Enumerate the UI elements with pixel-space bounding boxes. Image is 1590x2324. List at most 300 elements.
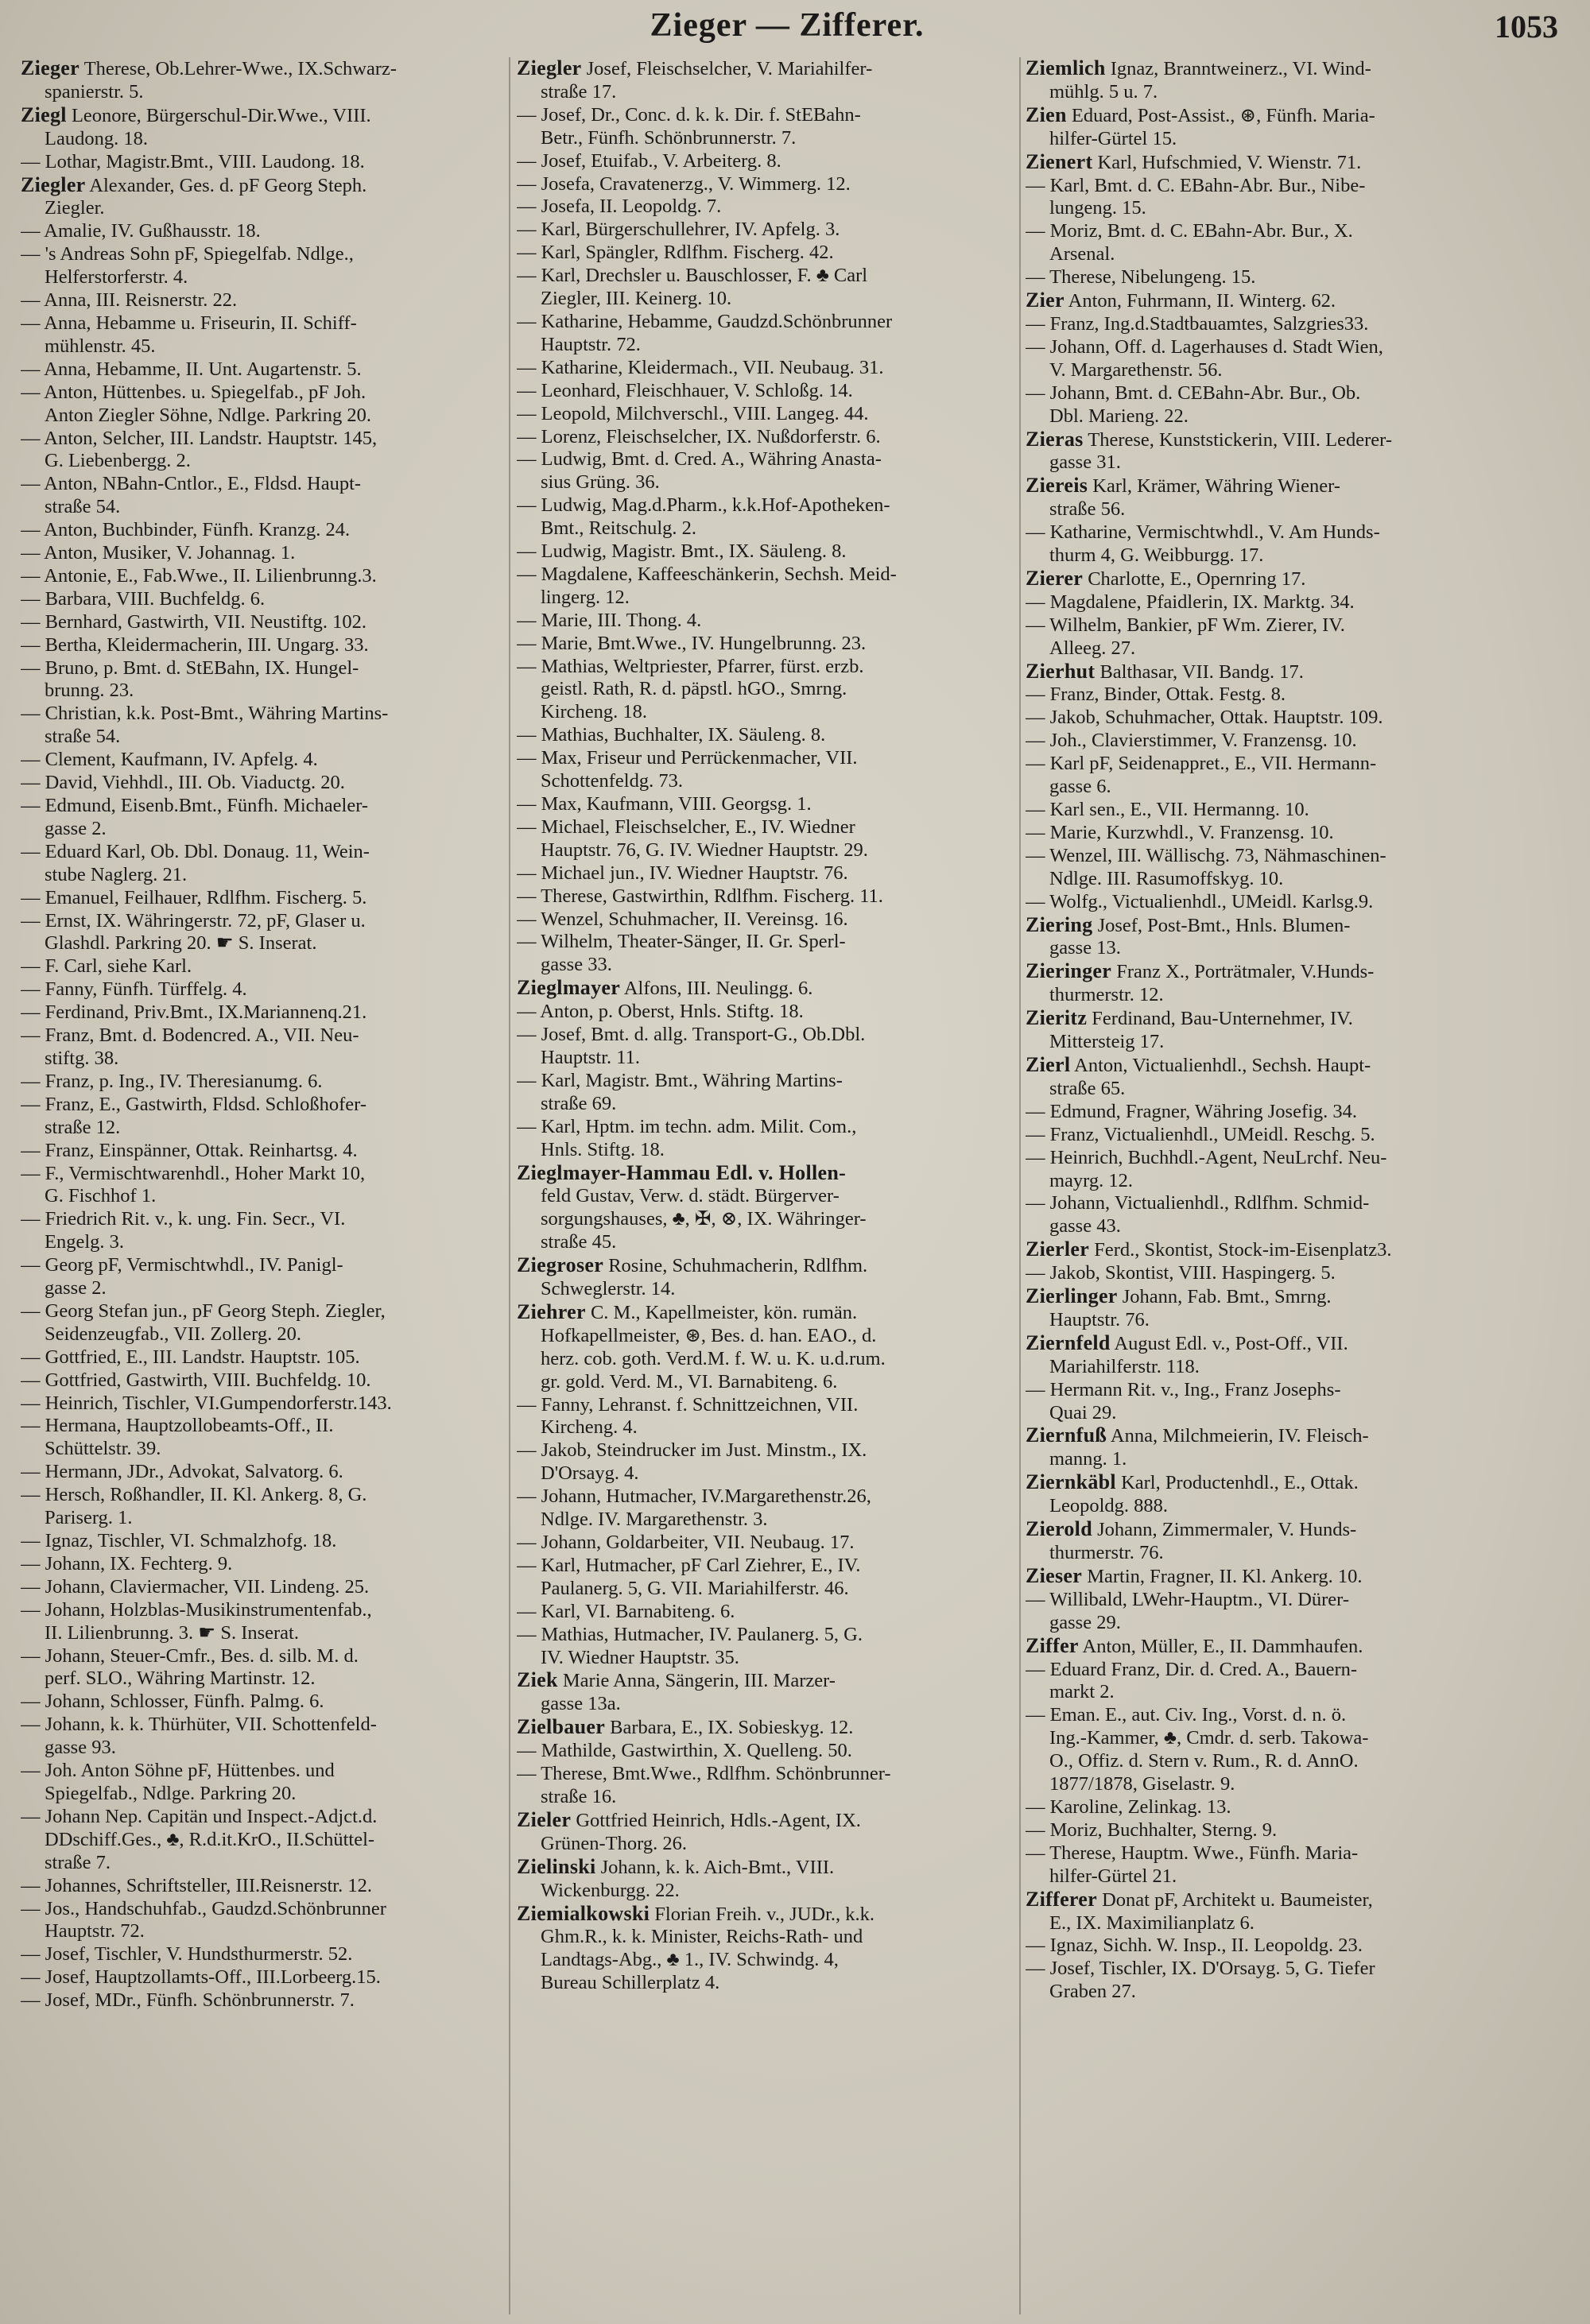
- entry-line: [21, 151, 507, 174]
- directory-entry: [21, 611, 507, 634]
- entry-surname: Zieritz: [1026, 1007, 1088, 1030]
- entry-surname: Zieglmayer-Hammau Edl. v. Hollen-: [517, 1161, 847, 1184]
- entry-line: [1026, 220, 1568, 243]
- column-2: [517, 57, 1014, 1995]
- entry-surname: Ziemialkowski: [517, 1902, 650, 1925]
- entry-surname: Zierl: [1026, 1053, 1071, 1076]
- directory-entry: [517, 1532, 1014, 1555]
- entry-text: Anton Ziegler Söhne, Ndlge. Parkring 20.: [45, 404, 371, 426]
- entry-line: [21, 1484, 507, 1507]
- column-divider: [1019, 57, 1021, 2314]
- directory-entry: [21, 588, 507, 611]
- entry-text: — Johannes, Schriftsteller, III.Reisnerstr. 12.: [21, 1874, 372, 1896]
- entry-line: [1026, 660, 1568, 684]
- entry-line: [21, 1576, 507, 1599]
- entry-line: [21, 243, 507, 266]
- entry-line: [21, 496, 507, 519]
- entry-text: Anton, Victualienhdl., Sechsh. Haupt-: [1074, 1054, 1371, 1076]
- entry-text: Ndlge. III. Rasumoffskyg. 10.: [1049, 867, 1284, 889]
- directory-entry: [1026, 1659, 1568, 1705]
- entry-text: Ferd., Skontist, Stock-im-Eisenplatz3.: [1094, 1239, 1392, 1261]
- directory-entry: [517, 219, 1014, 242]
- entry-text: — Hermann, JDr., Advokat, Salvatorg. 6.: [21, 1461, 343, 1483]
- entry-line: [21, 1530, 507, 1553]
- entry-text: — Antonie, E., Fab.Wwe., II. Lilienbrunng.3.: [21, 564, 377, 587]
- entry-line: [21, 657, 507, 680]
- directory-entry: [1026, 684, 1568, 707]
- directory-entry: [21, 978, 507, 1001]
- entry-text: gr. gold. Verd. M., VI. Barnabiteng. 6.: [541, 1370, 838, 1392]
- entry-line: [517, 1301, 1014, 1325]
- entry-line: [21, 588, 507, 611]
- entry-text: Ghm.R., k. k. Minister, Reichs-Rath- und: [541, 1926, 863, 1948]
- directory-entry: [517, 57, 1014, 104]
- entry-surname: Ziemlich: [1026, 57, 1106, 79]
- entry-text: — Johann, Steuer-Cmfr., Bes. d. silb. M. d.: [21, 1644, 359, 1667]
- entry-line: [517, 448, 1014, 471]
- directory-entry: [517, 1856, 1014, 1903]
- entry-text: Franz X., Porträtmaler, V.Hunds-: [1116, 961, 1375, 983]
- entry-text: Donat pF, Architekt u. Baumeister,: [1102, 1888, 1373, 1911]
- entry-line: [21, 1875, 507, 1898]
- entry-text: Laudong. 18.: [45, 127, 148, 149]
- entry-text: — Therese, Gastwirthin, Rdlfhm. Fischerg. 11.: [517, 885, 883, 907]
- directory-entry: [21, 910, 507, 956]
- entry-text: straße 54.: [45, 726, 121, 748]
- entry-line: [1026, 1727, 1568, 1750]
- entry-line: [21, 864, 507, 887]
- entry-line: [517, 1485, 1014, 1509]
- entry-line: [1026, 336, 1568, 359]
- entry-text: — Mathias, Buchhalter, IX. Säuleng. 8.: [517, 724, 826, 746]
- entry-line: [1026, 57, 1568, 81]
- entry-line: [21, 312, 507, 335]
- entry-text: — Katharine, Hebamme, Gaudzd.Schönbrunner: [517, 310, 893, 332]
- entry-text: Florian Freih. v., JUDr., k.k.: [654, 1903, 875, 1925]
- entry-text: — Gottfried, Gastwirth, VIII. Buchfeldg. 10.: [21, 1369, 371, 1391]
- directory-entry: [21, 703, 507, 749]
- entry-line: [517, 1601, 1014, 1624]
- entry-line: [517, 1139, 1014, 1162]
- entry-text: manng. 1.: [1049, 1448, 1127, 1470]
- entry-line: [1026, 1958, 1568, 1981]
- entry-text: Arsenal.: [1049, 243, 1115, 265]
- entry-text: Josef, Fleischselcher, V. Mariahilfer-: [586, 58, 873, 79]
- directory-entry: [21, 1094, 507, 1140]
- entry-surname: Zielinski: [517, 1855, 596, 1878]
- entry-surname: Zieras: [1026, 428, 1084, 451]
- entry-line: [1026, 544, 1568, 567]
- entry-text: Schüttelstr. 39.: [45, 1438, 161, 1460]
- entry-text: — Eduard Franz, Dir. d. Cred. A., Bauern-: [1026, 1658, 1358, 1680]
- directory-entry: [517, 403, 1014, 426]
- entry-text: mayrg. 12.: [1049, 1169, 1134, 1191]
- directory-entry: [1026, 1124, 1568, 1147]
- entry-line: [517, 1740, 1014, 1763]
- entry-text: — Ferdinand, Priv.Bmt., IX.Mariannenq.21.: [21, 1001, 367, 1024]
- entry-line: [21, 1117, 507, 1140]
- entry-text: — Max, Friseur und Perrückenmacher, VII.: [517, 747, 858, 769]
- entry-line: [517, 839, 1014, 862]
- entry-line: [1026, 1612, 1568, 1635]
- entry-text: Karl, Krämer, Währing Wiener-: [1092, 475, 1340, 498]
- entry-text: gasse 2.: [45, 817, 107, 839]
- entry-line: [21, 197, 507, 220]
- entry-line: [517, 1856, 1014, 1880]
- entry-text: — Lorenz, Fleischselcher, IX. Nußdorferstr. 6.: [517, 425, 881, 447]
- entry-line: [517, 471, 1014, 494]
- entry-text: straße 7.: [45, 1851, 111, 1873]
- entry-text: — Leopold, Milchverschl., VIII. Langeg. 44.: [517, 402, 869, 424]
- entry-text: Betr., Fünfh. Schönbrunnerstr. 7.: [541, 126, 797, 149]
- entry-text: mühlenstr. 45.: [45, 335, 156, 357]
- entry-surname: Ziernfeld: [1026, 1331, 1111, 1354]
- directory-entry: [1026, 1101, 1568, 1124]
- entry-line: [21, 519, 507, 542]
- entry-surname: Zieringer: [1026, 960, 1112, 983]
- entry-text: — Karl, Bmt. d. C. EBahn-Abr. Bur., Nibe-: [1026, 174, 1366, 196]
- directory-entry: [1026, 891, 1568, 914]
- entry-line: [517, 1462, 1014, 1485]
- entry-line: [21, 1599, 507, 1622]
- entry-line: [21, 1622, 507, 1645]
- entry-text: — Karoline, Zelinkag. 13.: [1026, 1795, 1231, 1818]
- directory-entry: [1026, 1704, 1568, 1796]
- entry-line: [517, 57, 1014, 81]
- directory-entry: [517, 1601, 1014, 1624]
- directory-entry: [1026, 266, 1568, 289]
- entry-line: [21, 1760, 507, 1783]
- entry-text: gasse 13.: [1049, 937, 1121, 959]
- entry-text: Barbara, E., IX. Sobieskyg. 12.: [610, 1717, 854, 1739]
- entry-text: straße 56.: [1049, 498, 1126, 521]
- directory-entry: [517, 1070, 1014, 1116]
- directory-entry: [1026, 1192, 1568, 1238]
- entry-line: [1026, 474, 1568, 498]
- entry-line: [517, 1348, 1014, 1371]
- entry-line: [517, 426, 1014, 449]
- directory-entry: [21, 220, 507, 243]
- entry-line: [21, 220, 507, 243]
- entry-line: [21, 1369, 507, 1392]
- entry-line: [21, 1667, 507, 1691]
- entry-surname: Ziek: [517, 1669, 558, 1692]
- entry-line: [1026, 1262, 1568, 1285]
- entry-line: [21, 611, 507, 634]
- directory-entry: [517, 1485, 1014, 1532]
- directory-entry: [21, 1576, 507, 1599]
- entry-text: — Gottfried, E., III. Landstr. Hauptstr. 105.: [21, 1346, 360, 1368]
- entry-line: [1026, 1147, 1568, 1170]
- entry-text: hilfer-Gürtel 15.: [1049, 127, 1177, 149]
- entry-line: [517, 701, 1014, 724]
- entry-surname: Ziering: [1026, 913, 1093, 936]
- entry-line: [21, 1346, 507, 1369]
- directory-entry: [517, 564, 1014, 610]
- entry-text: lingerg. 12.: [541, 586, 630, 608]
- directory-entry: [21, 1691, 507, 1714]
- entry-line: [1026, 567, 1568, 591]
- entry-line: [517, 1278, 1014, 1301]
- directory-entry: [1026, 1518, 1568, 1565]
- entry-text: — Marie, Kurzwhdl., V. Franzensg. 10.: [1026, 821, 1334, 843]
- directory-entry: [21, 1645, 507, 1691]
- entry-text: — Marie, Bmt.Wwe., IV. Hungelbrunng. 23.: [517, 632, 867, 654]
- entry-line: [517, 564, 1014, 587]
- entry-text: sorgungshauses, ♣, ✠, ⊗, IX. Währinger-: [541, 1208, 867, 1230]
- entry-surname: Zier: [1026, 289, 1065, 312]
- entry-line: [1026, 1309, 1568, 1332]
- entry-text: — Eman. E., aut. Civ. Ing., Vorst. d. n. ö.: [1026, 1704, 1347, 1726]
- directory-entry: [517, 448, 1014, 494]
- directory-entry: [21, 565, 507, 588]
- entry-text: — Karl, Spängler, Rdlfhm. Fischerg. 42.: [517, 242, 834, 264]
- entry-line: [517, 1693, 1014, 1716]
- entry-text: — Wilhelm, Bankier, pF Wm. Zierer, IV.: [1026, 614, 1345, 636]
- entry-text: straße 45.: [541, 1231, 617, 1253]
- entry-text: — Johann, Goldarbeiter, VII. Neubaug. 17.: [517, 1532, 855, 1553]
- entry-text: — Leonhard, Fleischhauer, V. Schloßg. 14.: [517, 379, 853, 401]
- entry-line: [517, 1070, 1014, 1093]
- directory-entry: [21, 1530, 507, 1553]
- entry-line: [21, 450, 507, 473]
- entry-text: — Moriz, Buchhalter, Sterng. 9.: [1026, 1819, 1278, 1841]
- entry-line: [21, 174, 507, 198]
- directory-entry: [1026, 1424, 1568, 1471]
- directory-entry: [517, 862, 1014, 885]
- entry-text: — Franz, p. Ing., IV. Theresianumg. 6.: [21, 1070, 323, 1092]
- entry-text: Karl, Productenhdl., E., Ottak.: [1121, 1472, 1359, 1494]
- entry-text: Landtags-Abg., ♣ 1., IV. Schwindg. 4,: [541, 1949, 839, 1971]
- directory-entry: [21, 151, 507, 174]
- directory-entry: [1026, 614, 1568, 660]
- entry-surname: Zierhut: [1026, 660, 1096, 683]
- directory-entry: [1026, 1819, 1568, 1842]
- directory-entry: [517, 173, 1014, 196]
- entry-text: Ziegler.: [45, 197, 105, 219]
- directory-entry: [517, 931, 1014, 977]
- entry-text: Josef, Post-Bmt., Hnls. Blumen-: [1097, 914, 1351, 936]
- entry-line: [21, 57, 507, 81]
- entry-text: — Franz, Victualienhdl., UMeidl. Reschg. 5.: [1026, 1123, 1375, 1145]
- entry-surname: Zien: [1026, 103, 1067, 126]
- entry-text: — Therese, Hauptm. Wwe., Fünfh. Maria-: [1026, 1842, 1359, 1864]
- entry-text: thurmerstr. 76.: [1049, 1542, 1164, 1563]
- entry-text: — Karl sen., E., VII. Hermanng. 10.: [1026, 799, 1309, 820]
- directory-entry: [517, 196, 1014, 219]
- entry-line: [21, 1254, 507, 1277]
- directory-entry: [1026, 1589, 1568, 1635]
- directory-entry: [517, 494, 1014, 540]
- entry-text: — Eduard Karl, Ob. Dbl. Donaug. 11, Wein-: [21, 840, 370, 862]
- entry-line: [517, 610, 1014, 633]
- directory-entry: [21, 1254, 507, 1300]
- directory-entry: [21, 1163, 507, 1209]
- entry-text: V. Margarethenstr. 56.: [1049, 358, 1223, 381]
- entry-text: — Johann, Bmt. d. CEBahn-Abr. Bur., Ob.: [1026, 382, 1361, 404]
- directory-entry: [517, 311, 1014, 357]
- entry-surname: Ziegl: [21, 103, 67, 126]
- entry-line: [1026, 637, 1568, 660]
- directory-entry: [1026, 474, 1568, 521]
- entry-line: [1026, 1935, 1568, 1958]
- directory-entry: [21, 1760, 507, 1806]
- entry-line: [1026, 1750, 1568, 1773]
- entry-text: straße 65.: [1049, 1077, 1126, 1099]
- directory-entry: [1026, 382, 1568, 428]
- entry-text: Hofkapellmeister, ⊛, Bes. d. han. EAO., d.: [541, 1324, 877, 1346]
- directory-entry: [517, 816, 1014, 862]
- entry-line: [1026, 1031, 1568, 1054]
- entry-text: — Hermana, Hauptzollobeamts-Off., II.: [21, 1415, 334, 1437]
- entry-line: [21, 289, 507, 312]
- entry-line: [1026, 614, 1568, 637]
- entry-text: — Bruno, p. Bmt. d. StEBahn, IX. Hungel-: [21, 657, 359, 679]
- entry-text: — Friedrich Rit. v., k. ung. Fin. Secr., VI.: [21, 1208, 346, 1230]
- directory-entry: [21, 358, 507, 382]
- entry-line: [1026, 1285, 1568, 1309]
- entry-line: [1026, 891, 1568, 914]
- directory-entry: [517, 977, 1014, 1001]
- entry-text: — Wolfg., Victualienhdl., UMeidl. Karlsg.9.: [1026, 890, 1374, 912]
- entry-text: gasse 43.: [1049, 1215, 1121, 1238]
- entry-line: [21, 634, 507, 657]
- entry-line: [21, 703, 507, 726]
- entry-text: gasse 33.: [541, 954, 612, 976]
- directory-entry: [517, 908, 1014, 932]
- entry-text: Quai 29.: [1049, 1401, 1117, 1423]
- entry-surname: Zienert: [1026, 150, 1093, 173]
- directory-entry: [21, 1714, 507, 1760]
- entry-line: [1026, 1124, 1568, 1147]
- entry-line: [1026, 1796, 1568, 1819]
- entry-line: [21, 1507, 507, 1530]
- entry-line: [1026, 104, 1568, 128]
- directory-entry: [21, 174, 507, 221]
- entry-line: [1026, 197, 1568, 220]
- entry-text: — Edmund, Fragner, Währing Josefig. 34.: [1026, 1100, 1358, 1122]
- entry-text: — Ernst, IX. Währingerstr. 72, pF, Glaser u.: [21, 909, 366, 932]
- entry-line: [21, 405, 507, 428]
- entry-text: Seidenzeugfab., VII. Zollerg. 20.: [45, 1323, 301, 1345]
- directory-entry: [21, 634, 507, 657]
- directory-entry: [517, 540, 1014, 564]
- directory-entry: [1026, 591, 1568, 614]
- entry-line: [517, 747, 1014, 770]
- entry-text: — Jos., Handschuhfab., Gaudzd.Schönbrunner: [21, 1897, 386, 1919]
- entry-text: gasse 31.: [1049, 451, 1121, 474]
- directory-entry: [517, 747, 1014, 793]
- directory-entry: [1026, 289, 1568, 313]
- entry-line: [1026, 243, 1568, 266]
- entry-line: [1026, 1773, 1568, 1796]
- entry-line: [21, 726, 507, 749]
- entry-line: [517, 1371, 1014, 1394]
- entry-line: [21, 1553, 507, 1576]
- directory-entry: [21, 542, 507, 565]
- entry-text: — Mathilde, Gastwirthin, X. Quelleng. 50.: [517, 1740, 852, 1762]
- directory-entry: [1026, 220, 1568, 266]
- entry-line: [517, 678, 1014, 701]
- directory-entry: [517, 1024, 1014, 1070]
- entry-text: Anton, Fuhrmann, II. Winterg. 62.: [1068, 290, 1336, 312]
- entry-text: thurm 4, G. Weibburgg. 17.: [1049, 544, 1264, 567]
- directory-entry: [21, 1208, 507, 1254]
- entry-line: [21, 1645, 507, 1668]
- entry-line: [21, 932, 507, 955]
- entry-text: gasse 13a.: [541, 1693, 621, 1715]
- entry-line: [1026, 1170, 1568, 1193]
- column-divider: [509, 57, 510, 2314]
- directory-entry: [1026, 1471, 1568, 1518]
- entry-line: [1026, 1981, 1568, 2004]
- entry-line: [517, 403, 1014, 426]
- entry-line: [1026, 1448, 1568, 1471]
- entry-text: — Therese, Bmt.Wwe., Rdlfhm. Schönbrunner-: [517, 1763, 891, 1785]
- directory-entry: [517, 357, 1014, 380]
- page-number: 1053: [1495, 9, 1558, 45]
- entry-text: — Michael jun., IV. Wiedner Hauptstr. 76.: [517, 862, 848, 884]
- entry-line: [21, 1714, 507, 1737]
- directory-entry: [517, 793, 1014, 816]
- entry-line: [1026, 498, 1568, 521]
- entry-line: [517, 1509, 1014, 1532]
- entry-text: Kircheng. 4.: [541, 1416, 638, 1439]
- entry-line: [21, 1001, 507, 1024]
- directory-entry: [517, 1301, 1014, 1394]
- entry-line: [517, 1926, 1014, 1949]
- entry-line: [517, 931, 1014, 954]
- entry-surname: Ziegroser: [517, 1254, 604, 1277]
- entry-text: — Johann, Victualienhdl., Rdlfhm. Schmid-: [1026, 1192, 1370, 1214]
- entry-surname: Ziernfuß: [1026, 1424, 1107, 1447]
- entry-line: [1026, 266, 1568, 289]
- page-header-title: Zieger — Zifferer.: [650, 7, 925, 44]
- entry-text: straße 54.: [45, 496, 121, 518]
- entry-text: Ferdinand, Bau-Unternehmer, IV.: [1092, 1008, 1353, 1030]
- entry-text: — Johann Nep. Capitän und Inspect.-Adjct.d.: [21, 1805, 378, 1827]
- entry-line: [1026, 1518, 1568, 1542]
- entry-line: [517, 517, 1014, 540]
- entry-text: Johann, Zimmermaler, V. Hunds-: [1097, 1519, 1357, 1541]
- entry-text: — Edmund, Eisenb.Bmt., Fünfh. Michaeler-: [21, 795, 369, 816]
- entry-line: [21, 382, 507, 405]
- entry-text: — Georg pF, Vermischtwhdl., IV. Panigl-: [21, 1254, 343, 1276]
- directory-entry: [1026, 1054, 1568, 1101]
- entry-line: [1026, 1565, 1568, 1589]
- entry-line: [517, 1394, 1014, 1417]
- entry-text: Eduard, Post-Assist., ⊛, Fünfh. Maria-: [1071, 104, 1375, 126]
- entry-line: [21, 887, 507, 910]
- directory-entry: [517, 1669, 1014, 1716]
- entry-line: [517, 219, 1014, 242]
- directory-entry: [517, 1624, 1014, 1670]
- entry-line: [1026, 1635, 1568, 1659]
- entry-line: [517, 724, 1014, 747]
- entry-line: [517, 954, 1014, 977]
- entry-text: — Franz, Bmt. d. Bodencred. A., VII. Neu-: [21, 1024, 359, 1047]
- entry-line: [517, 1254, 1014, 1278]
- directory-entry: [1026, 336, 1568, 382]
- directory-entry: [21, 519, 507, 542]
- directory-entry: [21, 1392, 507, 1416]
- entry-text: C. M., Kapellmeister, kön. rumän.: [590, 1301, 858, 1323]
- entry-line: [517, 1416, 1014, 1439]
- entry-text: Grünen-Thorg. 26.: [541, 1832, 687, 1854]
- directory-entry: [1026, 1635, 1568, 1659]
- entry-text: — Heinrich, Buchhdl.-Agent, NeuLrchf. Neu-: [1026, 1146, 1387, 1168]
- entry-line: [1026, 1192, 1568, 1215]
